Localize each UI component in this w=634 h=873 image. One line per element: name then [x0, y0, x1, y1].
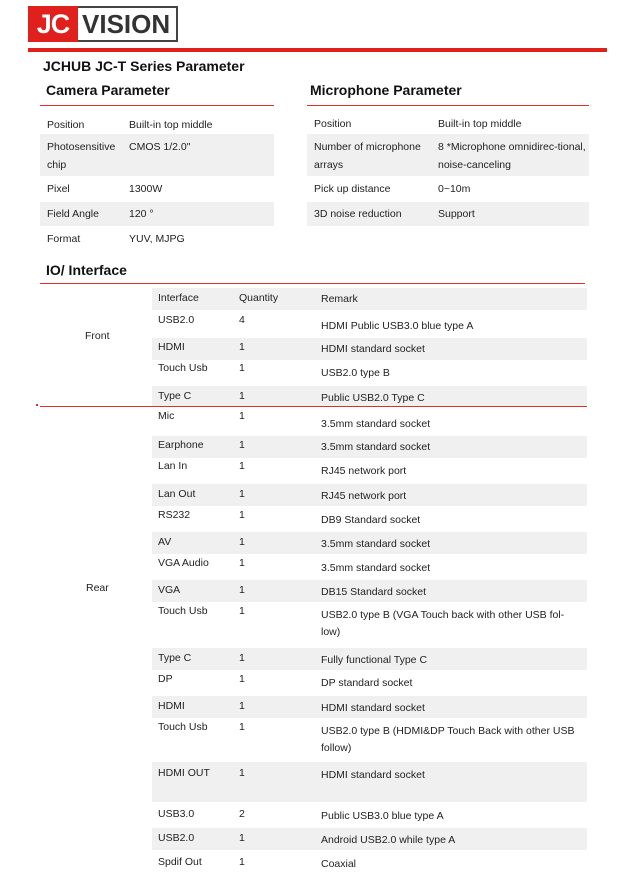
camera-row-label: Photosensitive chip [47, 141, 116, 171]
io-interface: HDMI OUT [158, 767, 210, 779]
io-quantity: 1 [239, 721, 245, 733]
camera-row-value: Built-in top middle [129, 119, 213, 131]
microphone-row-value: Support [438, 208, 475, 220]
io-table-row [152, 554, 587, 578]
microphone-row [307, 113, 589, 133]
io-table-row [152, 648, 587, 670]
camera-section-title: Camera Parameter [46, 82, 170, 98]
io-interface: Mic [158, 410, 175, 422]
io-remark: DB9 Standard socket [321, 514, 421, 526]
io-quantity: 1 [239, 557, 245, 569]
io-interface: Touch Usb [158, 605, 208, 617]
io-interface: Touch Usb [158, 362, 208, 374]
io-interface: USB3.0 [158, 808, 195, 820]
io-table-row [152, 532, 587, 554]
divider-tick [36, 404, 38, 406]
logo-vision: VISION [78, 6, 178, 42]
io-table-row [152, 804, 587, 826]
io-quantity: 1 [239, 652, 245, 664]
io-quantity: 1 [239, 341, 245, 353]
io-interface: HDMI [158, 341, 185, 353]
io-quantity: 1 [239, 584, 245, 596]
io-remark: HDMI standard socket [321, 702, 425, 714]
io-header-interface: Interface [158, 292, 199, 304]
io-quantity: 1 [239, 700, 245, 712]
io-section-rule [40, 283, 585, 284]
io-header-row [152, 288, 587, 310]
io-remark: 3.5mm standard socket [321, 562, 431, 574]
microphone-row-label: 3D noise reduction [314, 208, 402, 220]
document-title: JCHUB JC-T Series Parameter [43, 58, 245, 74]
io-remark: 3.5mm standard socket [321, 538, 431, 550]
io-remark: DB15 Standard socket [321, 586, 427, 598]
camera-row [40, 202, 274, 226]
io-group-rear: Rear [86, 582, 109, 594]
io-remark: RJ45 network port [321, 490, 407, 502]
camera-row [40, 178, 274, 200]
io-remark: HDMI Public USB3.0 blue type A [321, 320, 474, 332]
io-table-row [152, 718, 587, 760]
microphone-row [307, 134, 589, 176]
io-quantity: 1 [239, 362, 245, 374]
io-table-row [152, 458, 587, 482]
microphone-section-rule [307, 105, 589, 106]
io-remark: USB2.0 type B (HDMI&DP Touch Back with other USB follow) [321, 725, 575, 754]
io-table-row [152, 436, 587, 458]
io-table-row [152, 696, 587, 718]
io-table-row [152, 484, 587, 506]
io-interface: VGA [158, 584, 181, 596]
front-rear-divider [40, 406, 587, 407]
io-interface: RS232 [158, 509, 191, 521]
io-interface: Spdif Out [158, 856, 202, 868]
io-quantity: 1 [239, 605, 245, 617]
io-quantity: 1 [239, 410, 245, 422]
camera-row [40, 114, 274, 134]
camera-section-rule [40, 105, 274, 106]
io-remark: 3.5mm standard socket [321, 418, 431, 430]
io-interface: USB2.0 [158, 832, 195, 844]
microphone-row [307, 178, 589, 200]
io-table-row [152, 762, 587, 802]
io-interface: Earphone [158, 439, 204, 451]
microphone-row-value: Built-in top middle [438, 118, 522, 130]
io-table-row [152, 852, 587, 872]
io-quantity: 1 [239, 488, 245, 500]
io-remark: Fully functional Type C [321, 654, 428, 666]
io-table-row [152, 828, 587, 850]
io-remark: HDMI standard socket [321, 343, 425, 355]
io-section-title: IO/ Interface [46, 262, 127, 278]
io-table-row [152, 360, 587, 384]
io-quantity: 1 [239, 856, 245, 868]
io-quantity: 1 [239, 767, 245, 779]
io-interface: Lan Out [158, 488, 196, 500]
io-table-row [152, 338, 587, 360]
io-quantity: 1 [239, 536, 245, 548]
io-table-row [152, 580, 587, 602]
logo-jc: JC [28, 6, 78, 42]
camera-row-value: 1300W [129, 183, 163, 195]
io-interface: AV [158, 536, 172, 548]
io-header-remark: Remark [321, 293, 358, 305]
io-interface: Type C [158, 652, 192, 664]
camera-row-label: Format [47, 233, 81, 245]
io-remark: Public USB3.0 blue type A [321, 810, 444, 822]
io-quantity: 1 [239, 460, 245, 472]
io-table-row [152, 506, 587, 530]
io-interface: VGA Audio [158, 557, 209, 569]
microphone-section-title: Microphone Parameter [310, 82, 462, 98]
io-remark: DP standard socket [321, 677, 413, 689]
io-group-front: Front [85, 330, 110, 342]
microphone-row-label: Position [314, 118, 352, 130]
jcvision-logo [28, 6, 178, 42]
camera-row [40, 228, 274, 250]
io-quantity: 1 [239, 832, 245, 844]
io-remark: USB2.0 type B [321, 367, 390, 379]
io-interface: DP [158, 673, 173, 685]
io-interface: HDMI [158, 700, 185, 712]
io-remark: USB2.0 type B (VGA Touch back with other USB fol-low) [321, 609, 565, 638]
microphone-row-value: 8 *Microphone omnidirec-tional, noise-canceling [438, 141, 586, 171]
io-quantity: 1 [239, 390, 245, 402]
camera-row-label: Position [47, 119, 85, 131]
io-header-quantity: Quantity [239, 292, 279, 304]
microphone-row-label: Pick up distance [314, 183, 391, 195]
io-quantity: 4 [239, 314, 245, 326]
camera-row-label: Pixel [47, 183, 70, 195]
io-table-row [152, 310, 587, 338]
camera-row-value: CMOS 1/2.0" [129, 141, 191, 153]
io-interface: Type C [158, 390, 192, 402]
io-quantity: 1 [239, 673, 245, 685]
io-quantity: 1 [239, 509, 245, 521]
io-quantity: 1 [239, 439, 245, 451]
microphone-row [307, 202, 589, 226]
camera-row-value: 120 ° [129, 208, 154, 220]
io-remark: RJ45 network port [321, 465, 407, 477]
microphone-row-value: 0~10m [438, 183, 471, 195]
io-quantity: 2 [239, 808, 245, 820]
io-table-row [152, 670, 587, 694]
io-interface: USB2.0 [158, 314, 195, 326]
header-rule [28, 48, 607, 52]
io-interface: Touch Usb [158, 721, 208, 733]
io-table-row [152, 386, 587, 406]
microphone-row-label: Number of microphone arrays [314, 141, 421, 171]
camera-row-label: Field Angle [47, 208, 99, 220]
camera-row-value: YUV, MJPG [129, 233, 185, 245]
io-remark: Coaxial [321, 858, 357, 870]
io-table-row [152, 408, 587, 434]
io-interface: Lan In [158, 460, 188, 472]
io-table-row [152, 602, 587, 646]
io-remark: 3.5mm standard socket [321, 441, 431, 453]
camera-row [40, 134, 274, 176]
io-remark: Android USB2.0 while type A [321, 834, 456, 846]
io-remark: Public USB2.0 Type C [321, 392, 425, 404]
io-remark: HDMI standard socket [321, 769, 425, 781]
